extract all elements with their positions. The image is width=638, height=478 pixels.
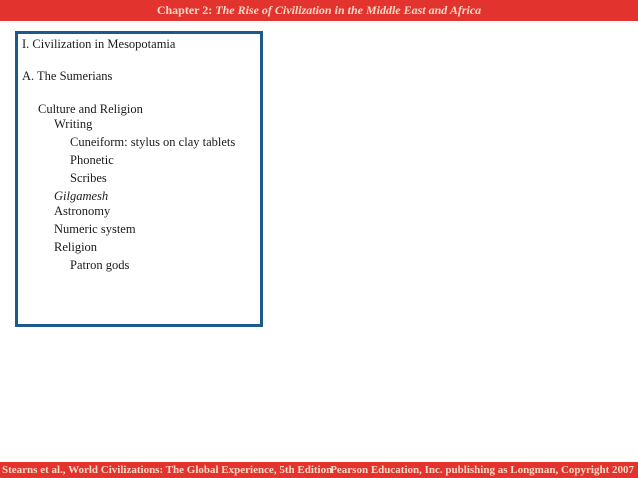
outline-item-gilgamesh: Gilgamesh: [54, 189, 109, 203]
footer-citation: Stearns et al., World Civilizations: The Global Experience, 5th Edition: [2, 464, 333, 476]
outline-item-religion: Religion: [54, 240, 98, 254]
outline-item-patron-gods: Patron gods: [70, 258, 130, 272]
outline-heading: I. Civilization in Mesopotamia: [22, 37, 176, 51]
outline-item-phonetic: Phonetic: [70, 153, 114, 167]
outline-item-scribes: Scribes: [70, 171, 107, 185]
footer-publisher: Pearson Education, Inc. publishing as Longman, Copyright 2007: [330, 464, 634, 476]
chapter-label: Chapter 2:: [156, 3, 213, 17]
outline-topic: Culture and Religion: [38, 102, 143, 116]
outline-item-astronomy: Astronomy: [54, 204, 111, 218]
outline-item-numeric-system: Numeric system: [54, 222, 136, 236]
outline-item-cuneiform: Cuneiform: stylus on clay tablets: [70, 135, 236, 149]
chapter-subtitle: The Rise of Civilization in the Middle East and Africa: [215, 3, 482, 17]
outline-section: A. The Sumerians: [22, 69, 113, 83]
outline-item-writing: Writing: [54, 117, 93, 131]
slide-header: [0, 0, 638, 21]
slide-footer: [0, 462, 638, 478]
